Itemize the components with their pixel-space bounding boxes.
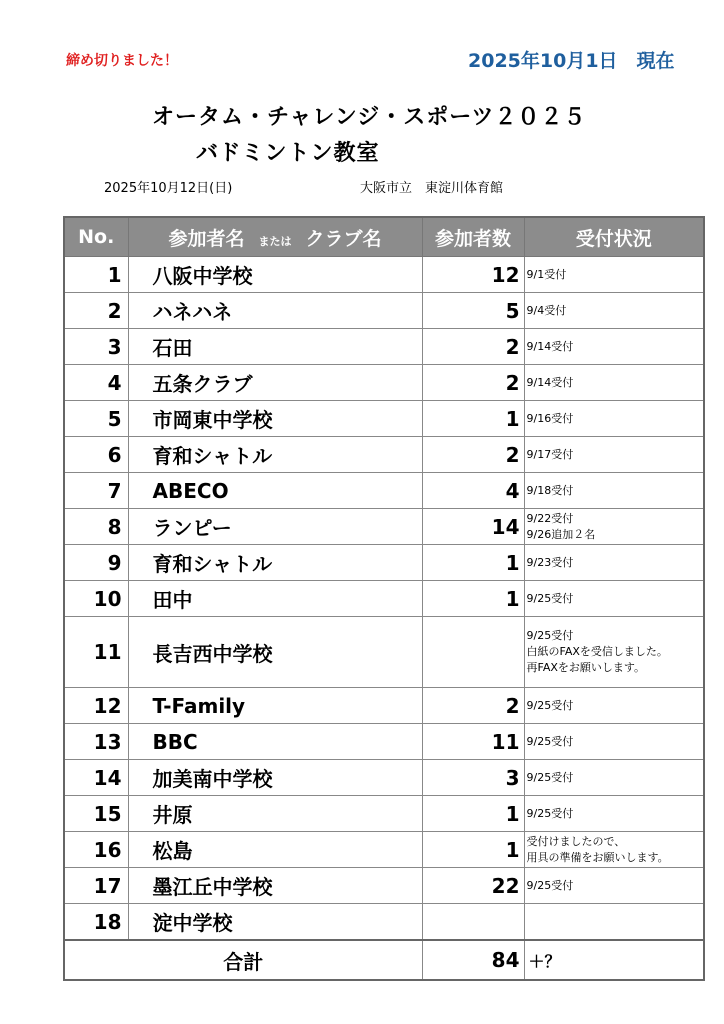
status-line: 9/17受付	[526, 447, 574, 461]
participant-count: 14	[422, 509, 524, 545]
table-row	[64, 832, 704, 868]
status-line: 用具の準備をお願いします。	[526, 850, 669, 864]
reception-status	[524, 724, 704, 760]
reception-status	[524, 760, 704, 796]
participant-name: 松島	[128, 832, 422, 868]
table-row	[64, 904, 704, 941]
reception-status	[524, 581, 704, 617]
table-row	[64, 257, 704, 293]
table-row	[64, 581, 704, 617]
participant-count: 1	[422, 581, 524, 617]
participant-count: 1	[422, 545, 524, 581]
participant-count	[422, 904, 524, 941]
table-row	[64, 329, 704, 365]
participant-count: 2	[422, 437, 524, 473]
event-subtitle: バドミントン教室	[196, 141, 380, 166]
status-line: 9/23受付	[526, 555, 574, 569]
participant-name: 淀中学校	[128, 904, 422, 941]
header-or-label: または	[258, 234, 292, 248]
reception-status	[524, 329, 704, 365]
reception-status	[524, 293, 704, 329]
table-row	[64, 617, 704, 688]
event-venue: 大阪市立 東淀川体育館	[360, 181, 504, 196]
row-number: 5	[64, 401, 128, 437]
row-number: 10	[64, 581, 128, 617]
participant-name: 長吉西中学校	[128, 617, 422, 688]
participant-count: 4	[422, 473, 524, 509]
status-line: 9/22受付	[526, 511, 574, 525]
row-number: 18	[64, 904, 128, 941]
row-number: 7	[64, 473, 128, 509]
row-number: 14	[64, 760, 128, 796]
participant-name: 加美南中学校	[128, 760, 422, 796]
status-line: 9/25受付	[526, 629, 574, 642]
participant-name: 石田	[128, 329, 422, 365]
participant-count: 1	[422, 832, 524, 868]
reception-status	[524, 257, 704, 293]
total-count: 84	[422, 940, 524, 980]
participant-count: 3	[422, 760, 524, 796]
closed-notice: 締め切りました！	[66, 53, 178, 69]
reception-status	[524, 904, 704, 941]
row-number: 6	[64, 437, 128, 473]
participant-name: 市岡東中学校	[128, 401, 422, 437]
row-number: 13	[64, 724, 128, 760]
participant-name: 墨江丘中学校	[128, 868, 422, 904]
reception-status	[524, 617, 704, 688]
participant-name: BBC	[128, 724, 422, 760]
reception-status	[524, 688, 704, 724]
participant-table	[63, 216, 705, 981]
status-line: 9/25受付	[526, 591, 574, 605]
participant-count: 1	[422, 796, 524, 832]
reception-status	[524, 437, 704, 473]
table-row	[64, 365, 704, 401]
participant-name: 育和シャトル	[128, 437, 422, 473]
status-line: 9/4受付	[526, 303, 567, 317]
participant-count: 2	[422, 329, 524, 365]
status-line: 9/25受付	[526, 734, 574, 748]
status-line: 9/25受付	[526, 698, 574, 712]
reception-status	[524, 545, 704, 581]
reception-status	[524, 473, 704, 509]
table-header-row	[64, 217, 704, 257]
header-count: 参加者数	[422, 217, 524, 257]
status-line: 9/25受付	[526, 878, 574, 892]
header-name-label: 参加者名	[168, 227, 245, 250]
row-number: 1	[64, 257, 128, 293]
row-number: 4	[64, 365, 128, 401]
reception-status	[524, 796, 704, 832]
row-number: 3	[64, 329, 128, 365]
table-row	[64, 724, 704, 760]
total-row	[64, 940, 704, 980]
row-number: 8	[64, 509, 128, 545]
reception-status	[524, 509, 704, 545]
table-row	[64, 293, 704, 329]
status-line: 9/14受付	[526, 339, 574, 353]
header-status: 受付状況	[524, 217, 704, 257]
table-row	[64, 545, 704, 581]
event-title: オータム・チャレンジ・スポーツ２０２５	[152, 105, 587, 130]
participant-count	[422, 617, 524, 688]
table-row	[64, 437, 704, 473]
status-line: 再FAXをお願いします。	[526, 661, 645, 674]
participant-name: ABECO	[128, 473, 422, 509]
reception-status	[524, 401, 704, 437]
status-line: 9/1受付	[526, 267, 567, 281]
participant-name: 八阪中学校	[128, 257, 422, 293]
participant-name: 五条クラブ	[128, 365, 422, 401]
participant-name: ハネハネ	[128, 293, 422, 329]
reception-status	[524, 365, 704, 401]
participant-name: 育和シャトル	[128, 545, 422, 581]
event-date: 2025年10月12日(日)	[104, 181, 233, 196]
participant-name: 井原	[128, 796, 422, 832]
participant-count: 2	[422, 688, 524, 724]
row-number: 9	[64, 545, 128, 581]
status-line: 9/25受付	[526, 770, 574, 784]
row-number: 11	[64, 617, 128, 688]
participant-name: 田中	[128, 581, 422, 617]
reception-status	[524, 832, 704, 868]
participant-count: 22	[422, 868, 524, 904]
row-number: 12	[64, 688, 128, 724]
table-row	[64, 688, 704, 724]
total-note: ＋？	[524, 940, 704, 980]
status-line: 受付けましたので、	[526, 834, 626, 848]
table-row	[64, 868, 704, 904]
row-number: 15	[64, 796, 128, 832]
table-row	[64, 509, 704, 545]
table-row	[64, 473, 704, 509]
participant-name: ランピー	[128, 509, 422, 545]
participant-count: 2	[422, 365, 524, 401]
header-no: No.	[64, 217, 128, 257]
participant-count: 12	[422, 257, 524, 293]
participant-count: 5	[422, 293, 524, 329]
header-club-label: クラブ名	[305, 227, 382, 250]
status-line: 9/26追加２名	[526, 527, 596, 541]
status-line: 9/25受付	[526, 806, 574, 820]
row-number: 16	[64, 832, 128, 868]
reception-status	[524, 868, 704, 904]
participant-name: T-Family	[128, 688, 422, 724]
status-line: 9/14受付	[526, 375, 574, 389]
row-number: 17	[64, 868, 128, 904]
table-row	[64, 796, 704, 832]
as-of-date: 2025年10月1日 現在	[468, 50, 675, 72]
header-name	[128, 217, 422, 257]
status-line: 9/16受付	[526, 411, 574, 425]
table-row	[64, 760, 704, 796]
participant-count: 1	[422, 401, 524, 437]
status-line: 白紙のFAXを受信しました。	[526, 645, 668, 658]
total-label: 合計	[64, 940, 422, 980]
participant-count: 11	[422, 724, 524, 760]
row-number: 2	[64, 293, 128, 329]
table-row	[64, 401, 704, 437]
status-line: 9/18受付	[526, 483, 574, 497]
